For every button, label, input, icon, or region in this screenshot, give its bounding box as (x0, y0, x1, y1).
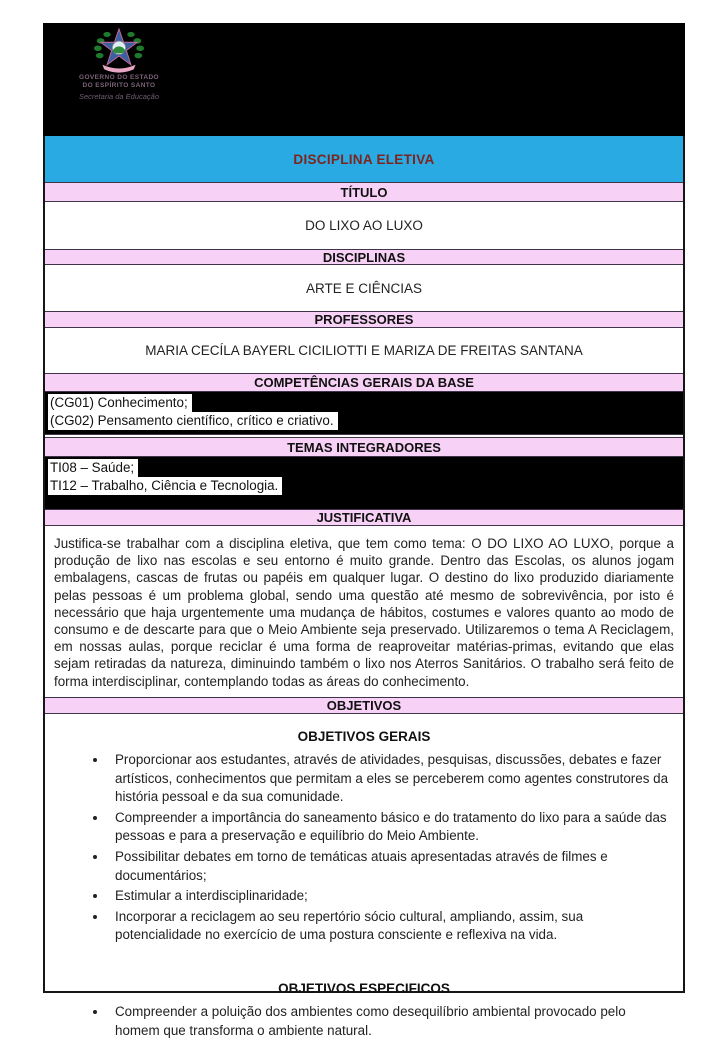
elective-discipline-form (43, 23, 685, 1038)
logo-org-line2: DO ESPÍRITO SANTO (82, 82, 156, 89)
titulo-value-row (45, 201, 683, 249)
form-table (43, 136, 685, 1038)
objetivos-especificos-list (59, 1003, 669, 1040)
justificativa-text: Justifica-se trabalhar com a disciplina eletiva, que tem como tema: O DO LIXO AO LUXO, porque a produção de lixo nas escolas e seu entorno é muito grande. Dentro das Escolas, os alunos jogam embalagens, cascas de frutas ou papéis em qualquer lugar. O destino do lixo produzido diariamente pelas pessoas é um problema global, sendo uma questão até mesmo de sobrevivência, por isto é necessário que haja urgentemente uma mudança de hábitos, costumes e valores quanto ao modo de consumo e de descarte para que o Meio Ambiente seja preservado. Utilizaremos o tema A Reciclagem, em nossas aulas, porque reciclar é uma forma de reaproveitar matérias-primas, evitando que elas sejam retiradas da natureza, diminuindo também o lixo nos Aterros Sanitários. O trabalho será feito de forma interdisciplinar, contemplando todas as áreas do conhecimento. (54, 536, 674, 689)
professores-value: MARIA CECÍLA BAYERL CICILIOTTI E MARIZA DE FREITAS SANTANA (145, 343, 583, 358)
logo-org-line3: Secretaria da Educação (78, 92, 160, 101)
competencias-content (45, 391, 683, 434)
section-header-competencias: COMPETÊNCIAS GERAIS DA BASE (45, 373, 683, 391)
section-header-justificativa: JUSTIFICATIVA (45, 509, 683, 525)
objetivos-especificos-title: OBJETIVOS ESPECIFICOS (278, 980, 450, 996)
section-header-objetivos: OBJETIVOS (45, 697, 683, 713)
highlighted-line: (CG01) Conhecimento; (48, 394, 679, 412)
highlighted-line: TI12 – Trabalho, Ciência e Tecnologia. (48, 477, 679, 495)
objetivos-gerais-list (59, 751, 669, 945)
espirito-santo-coat-of-arms-icon (91, 28, 147, 74)
objetivos-content (45, 713, 683, 1038)
list-item: • Proporcionar aos estudantes, através de atividades, pesquisas, discussões, debates e fazer artísticos, conhecimentos que permitam a eles se perceberem como agentes construtores da história pessoal e da sua comunidade. (108, 751, 669, 807)
government-logo (57, 28, 181, 101)
list-item: • Estimular a interdisciplinaridade; (108, 887, 669, 906)
objetivos-gerais-title: OBJETIVOS GERAIS (297, 729, 431, 744)
disciplinas-value-row (45, 264, 683, 311)
section-header-disciplinas: DISCIPLINAS (45, 249, 683, 264)
logo-org-line1: GOVERNO DO ESTADO (79, 74, 159, 81)
highlighted-line: (CG02) Pensamento científico, crítico e criativo. (48, 412, 679, 430)
section-header-temas: TEMAS INTEGRADORES (45, 437, 683, 456)
list-item: • Incorporar a reciclagem ao seu repertório sócio cultural, ampliando, assim, sua potencialidade no exercício de uma postura consciente e reflexiva na vida. (108, 908, 669, 945)
section-header-titulo: TÍTULO (45, 182, 683, 201)
list-item: • Compreender a poluição dos ambientes como desequilíbrio ambiental provocado pelo homem que transforma o ambiente natural. (108, 1003, 669, 1040)
professores-value-row (45, 327, 683, 373)
banner-title: DISCIPLINA ELETIVA (293, 151, 435, 167)
justificativa-content (45, 525, 683, 697)
banner-row (45, 136, 683, 182)
list-item: • Possibilitar debates em torno de temáticas atuais apresentadas através de filmes e documentários; (108, 848, 669, 885)
titulo-value: DO LIXO AO LUXO (305, 218, 423, 233)
letterhead (43, 23, 685, 136)
highlighted-line: TI08 – Saúde; (48, 459, 679, 477)
disciplinas-value: ARTE E CIÊNCIAS (305, 280, 423, 296)
list-item: • Compreender a importância do saneamento básico e do tratamento do lixo para a saúde das pessoas e para a preservação e equilíbrio do Meio Ambiente. (108, 809, 669, 846)
temas-content (45, 456, 683, 509)
section-header-professores: PROFESSORES (45, 311, 683, 327)
